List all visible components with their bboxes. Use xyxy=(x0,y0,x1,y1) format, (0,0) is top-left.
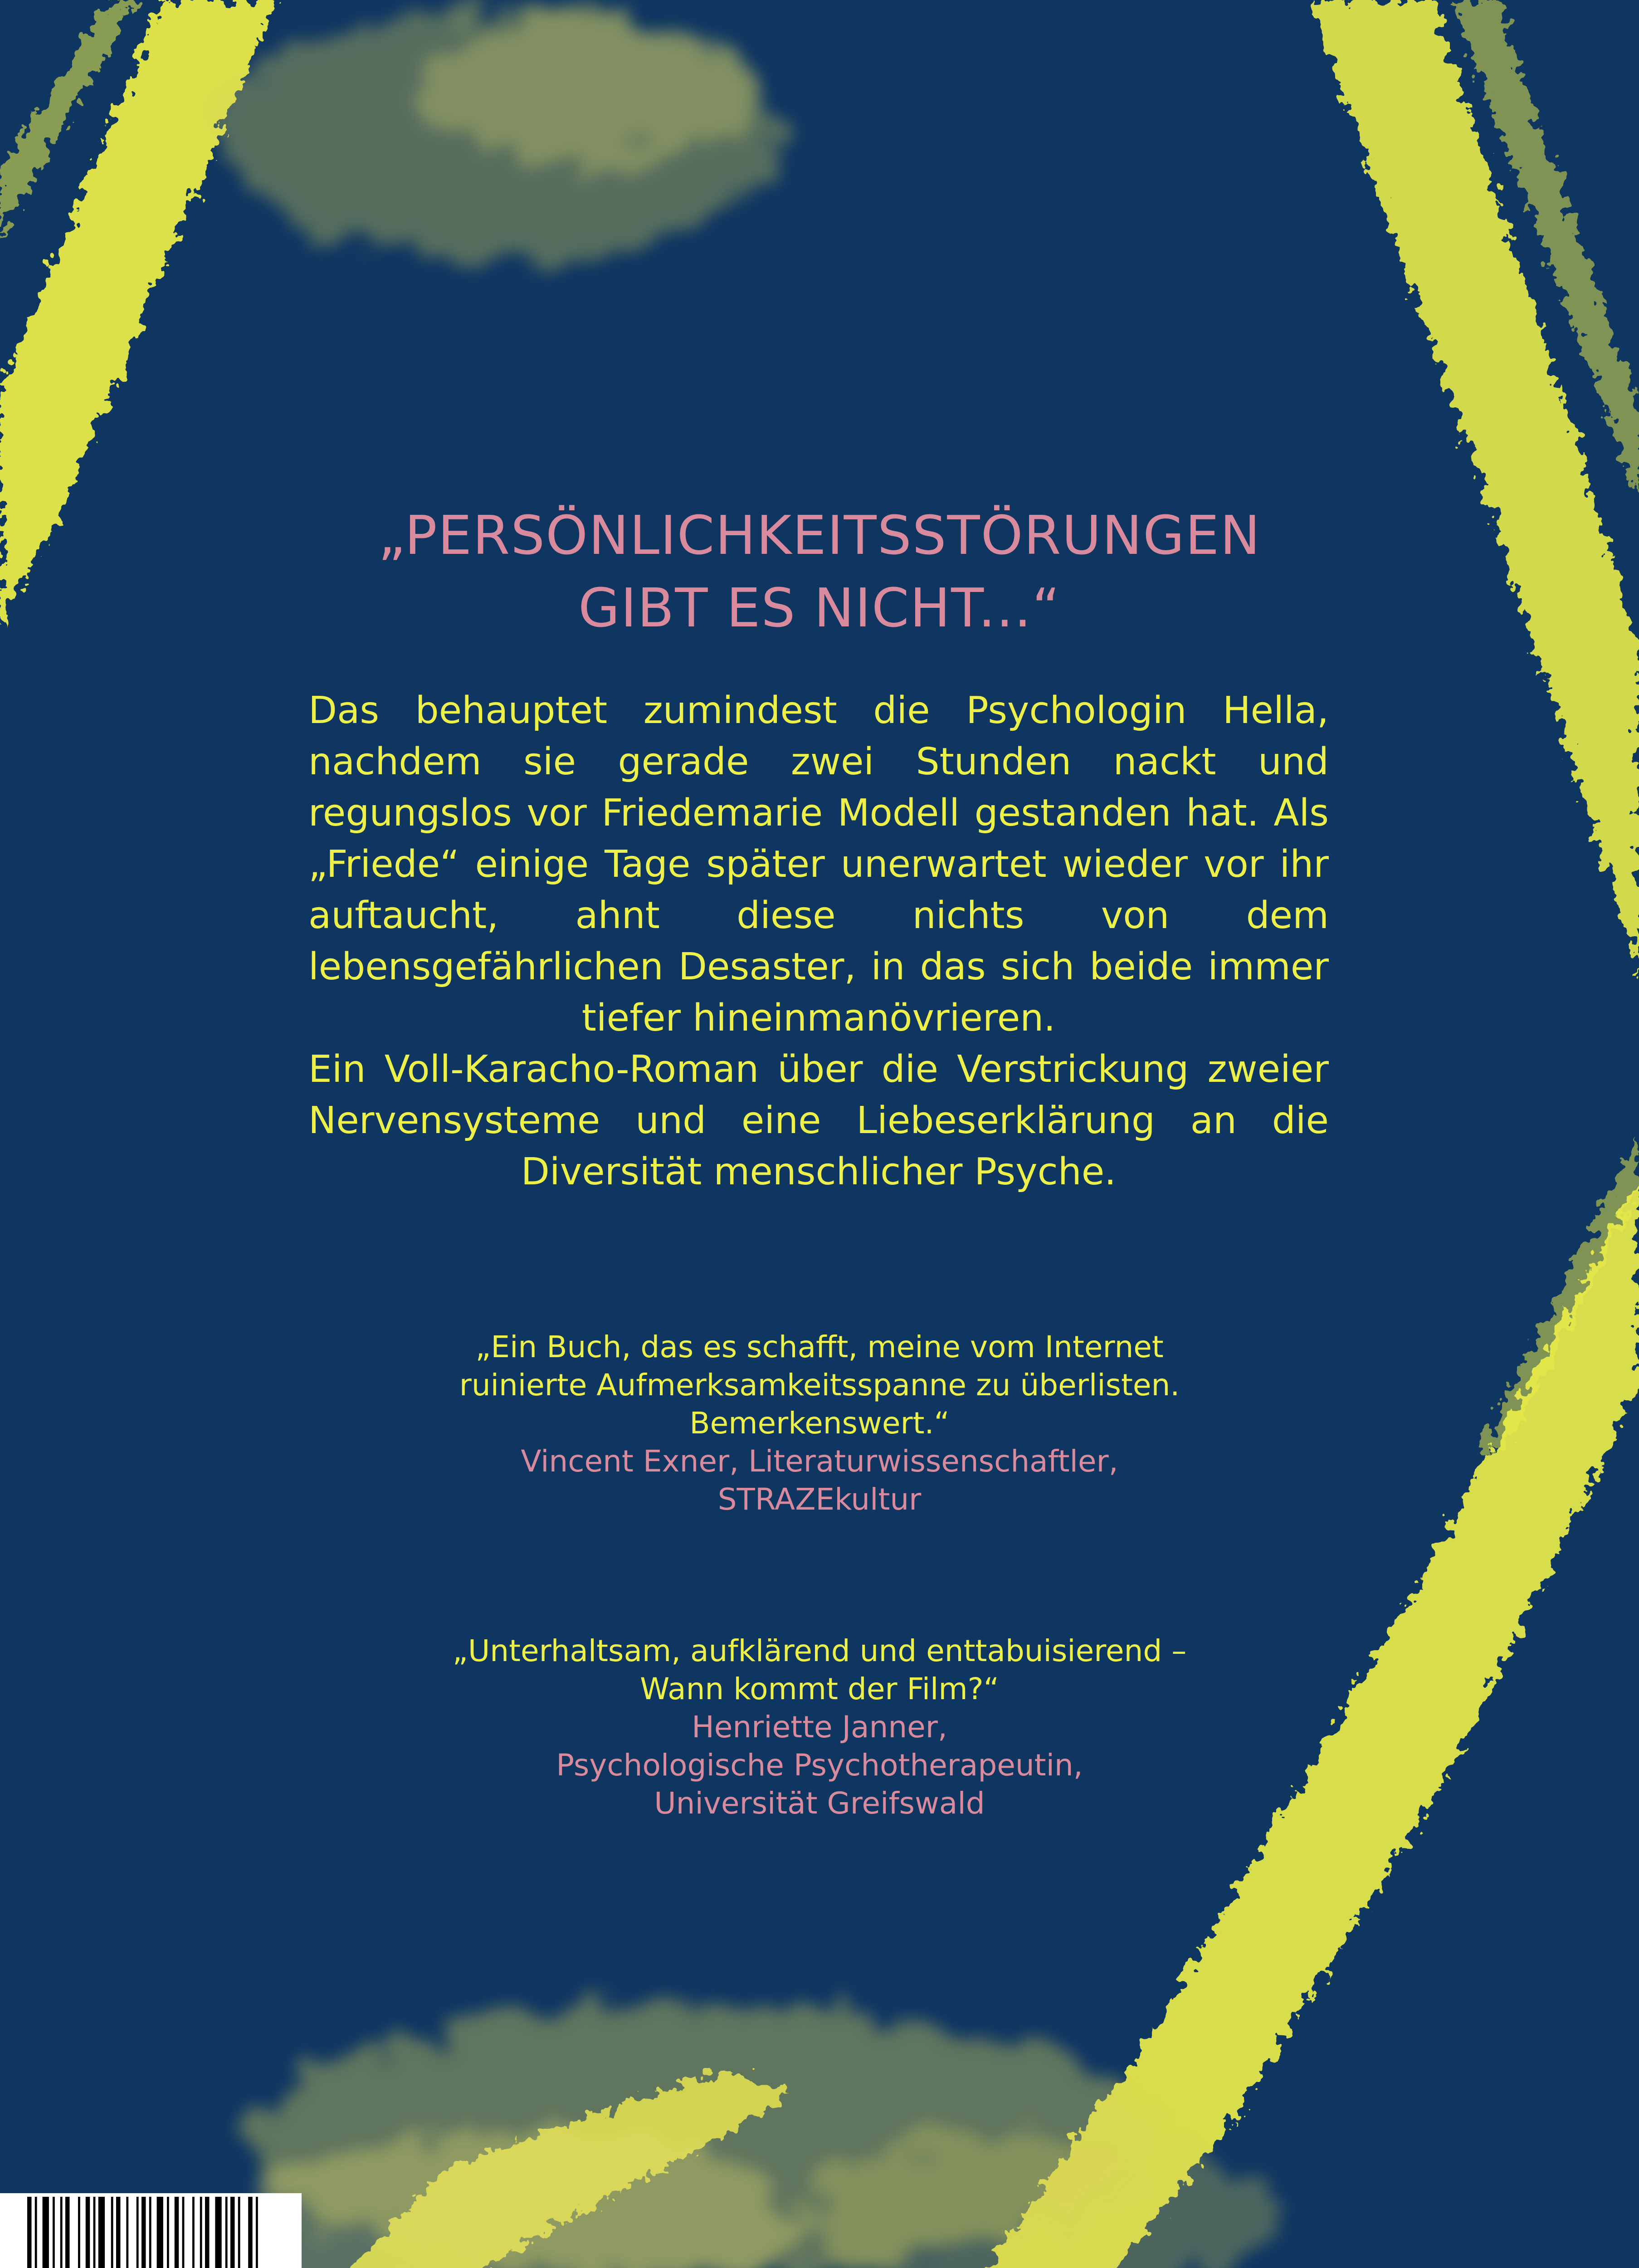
quote-line: „Unterhaltsam, aufklärend und enttabuisierend – xyxy=(452,1633,1187,1668)
barcode-bar xyxy=(78,2197,80,2268)
barcode-bar xyxy=(182,2197,185,2268)
blurb-paragraph-1: Das behauptet zumindest die Psychologin Hella, nachdem sie gerade zwei Stunden nackt und regungslos vor Friedemarie Modell gestanden hat. Als „Friede“ einige Tage später unerwartet wieder vor ihr auftaucht, ahnt diese nichts von dem lebensgefährlichen Desaster, in das sich beide immer tiefer hineinmanövrieren. xyxy=(308,689,1329,1040)
barcode-bar xyxy=(111,2197,113,2268)
barcode-bar xyxy=(27,2197,32,2268)
barcode-bar xyxy=(192,2197,195,2268)
barcode-bar xyxy=(86,2197,90,2268)
barcode-bar xyxy=(35,2197,37,2268)
barcode-bar xyxy=(215,2197,221,2268)
barcode-bar xyxy=(230,2197,235,2268)
headline xyxy=(0,499,1639,644)
barcode-bar xyxy=(256,2197,258,2268)
headline-line-2: GIBT ES NICHT...“ xyxy=(578,577,1061,639)
barcode-bar xyxy=(149,2197,151,2268)
barcode-bar xyxy=(157,2197,163,2268)
quote-line: „Ein Buch, das es schafft, meine vom Internet xyxy=(475,1330,1164,1364)
barcode-bar xyxy=(65,2197,70,2268)
isbn-barcode xyxy=(0,2193,302,2268)
quote-attribution: Universität Greifswald xyxy=(654,1786,985,1821)
review-quote-2 xyxy=(0,1632,1639,1823)
barcode-bar xyxy=(93,2197,96,2268)
quote-attribution: STRAZEkultur xyxy=(717,1482,922,1517)
barcode-bar xyxy=(248,2197,253,2268)
barcode-bar xyxy=(225,2197,228,2268)
brush-stroke-top-right xyxy=(1311,0,1639,975)
barcode-bar xyxy=(141,2197,146,2268)
barcode-bar xyxy=(200,2197,202,2268)
barcode-bar xyxy=(53,2197,55,2268)
quote-attribution: Vincent Exner, Literaturwissenschaftler, xyxy=(521,1444,1118,1479)
quote-attribution: Psychologische Psychotherapeutin, xyxy=(556,1748,1083,1783)
blurb xyxy=(308,685,1329,1198)
barcode-bar xyxy=(137,2197,139,2268)
barcode-bar xyxy=(167,2197,169,2268)
quote-attribution: Henriette Janner, xyxy=(692,1710,947,1745)
barcode-bar xyxy=(43,2197,49,2268)
blurb-paragraph-2: Ein Voll-Karacho-Roman über die Verstrickung zweier Nervensysteme und eine Liebeserklärung an die Diversität menschlicher Psyche. xyxy=(308,1048,1329,1193)
headline-line-1: „PERSÖNLICHKEITSSTÖRUNGEN xyxy=(378,504,1261,567)
barcode-bar xyxy=(60,2197,63,2268)
quote-line: Wann kommt der Film?“ xyxy=(640,1672,999,1706)
barcode-bar xyxy=(126,2197,128,2268)
barcode-bar xyxy=(205,2197,210,2268)
barcode-bars xyxy=(0,2193,302,2268)
barcode-bar xyxy=(98,2197,105,2268)
barcode-bar xyxy=(238,2197,240,2268)
barcode-bar xyxy=(116,2197,121,2268)
review-quote-1 xyxy=(0,1328,1639,1519)
quote-line: Bemerkenswert.“ xyxy=(689,1406,950,1441)
quote-line: ruinierte Aufmerksamkeitsspanne zu überlisten. xyxy=(459,1368,1180,1403)
barcode-bar xyxy=(175,2197,179,2268)
